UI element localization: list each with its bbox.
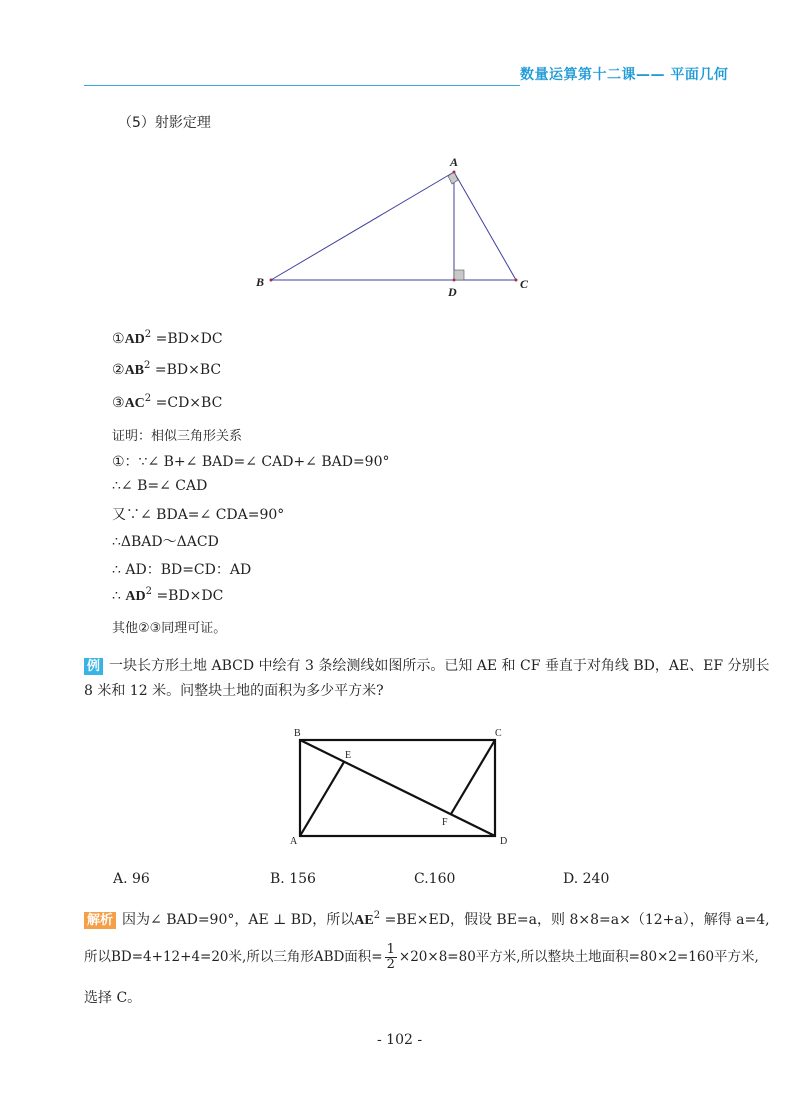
option-d[interactable]: D. 240 <box>563 871 610 887</box>
analysis-line-3: 选择 C。 <box>84 990 142 1006</box>
header-rule <box>84 85 520 86</box>
proof-title: 证明：相似三角形关系 <box>112 429 243 444</box>
formula-2: $②AB^2 =BD\times BC$ <box>112 360 222 378</box>
label-d: D <box>448 285 457 299</box>
example-line-2: 8 米和 12 米。问整块土地的面积为多少平方米? <box>84 683 384 699</box>
label-b: B <box>256 275 265 289</box>
fraction-one-half: $\frac{1}{2}$ <box>386 942 395 972</box>
label-c: C <box>495 728 502 739</box>
label-e: E <box>345 750 352 761</box>
section-title: （5）射影定理 <box>118 115 211 131</box>
proof-line-5: ∴ AD：BD=CD：AD <box>112 562 252 578</box>
label-d: D <box>500 836 508 847</box>
formula-1: $①AD^2 =BD\times DC$ <box>112 329 223 347</box>
proof-line-6: ∴ $AD^2 =BD\times DC$ <box>112 586 224 604</box>
segment-ab <box>271 172 454 280</box>
header-title: 数量运算第十二课—— 平面几何 <box>520 67 729 83</box>
page-number: - 102 - <box>377 1032 423 1048</box>
label-c: C <box>520 277 529 291</box>
analysis-line-1: 解析 因为∠ BAD=90°，AE ⊥ BD，所以$AE^2 =BE\times ED$，假设 BE=a，则 8×8=a×（12+a），解得 a=4, <box>84 909 770 929</box>
proof-line-1: ①：∵∠ B+∠ BAD=∠ CAD+∠ BAD=90° <box>112 454 390 470</box>
option-c[interactable]: C.160 <box>414 871 456 887</box>
segment-ae <box>300 762 344 836</box>
label-a: A <box>290 836 298 847</box>
option-b[interactable]: B. 156 <box>270 871 316 887</box>
example-tag: 例 <box>84 658 103 675</box>
analysis-tag: 解析 <box>84 912 116 929</box>
label-f: F <box>442 817 448 828</box>
segment-ac <box>454 172 516 280</box>
formula-3: $③AC^2 =CD\times BC$ <box>112 393 223 411</box>
segment-cf <box>451 740 495 814</box>
option-a[interactable]: A. 96 <box>113 871 150 887</box>
proof-line-7: 其他②③同理可证。 <box>112 621 227 636</box>
example-line-1: 例 一块长方形土地 ABCD 中绘有 3 条绘测线如图所示。已知 AE 和 CF 垂直于对角线 BD，AE、EF 分别长 <box>84 655 770 675</box>
proof-line-2: ∴∠ B=∠ CAD <box>112 478 208 494</box>
label-a: A <box>450 155 459 169</box>
figure-rectangle <box>285 722 515 847</box>
right-angle-mark-a <box>448 172 458 184</box>
figure-projection-theorem <box>250 150 540 300</box>
proof-line-4: ∴ΔBAD～ΔACD <box>112 534 219 550</box>
analysis-line-2: 所以BD=4+12+4=20米,所以三角形ABD面积= $\frac{1}{2}$ ×20×8=80平方米,所以整块土地面积=80×2=160平方米, <box>84 942 759 972</box>
right-angle-mark-d <box>454 270 464 280</box>
proof-line-3: 又∵∠ BDA=∠ CDA=90° <box>112 507 285 523</box>
label-b: B <box>294 728 301 739</box>
